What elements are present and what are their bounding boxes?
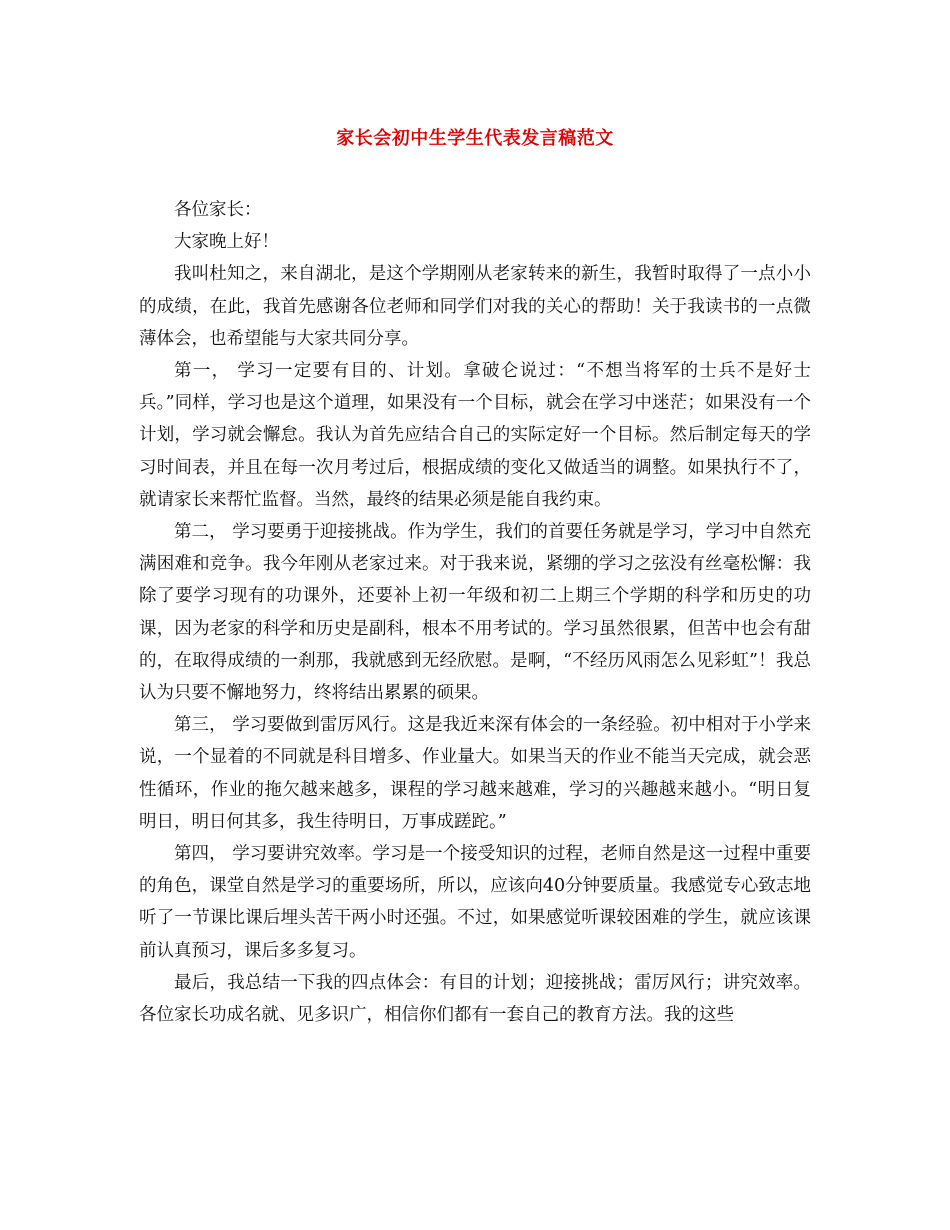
intro-paragraph: 我叫杜知之，来自湖北，是这个学期刚从老家转来的新生，我暂时取得了一点小小的成绩，在此，我首先感谢各位老师和同学们对我的关心的帮助！关于我读书的一点微薄体会，也希望能与大家共同分享。 [139,264,811,349]
document-body [139,194,811,1031]
point-three-paragraph: 第三， 学习要做到雷厉风行。这是我近来深有体会的一条经验。初中相对于小学来说，一个显着的不同就是科目增多、作业量大。如果当天的作业不能当天完成，就会恶性循环，作业的拖欠越来越多，课程的学习越来越难，学习的兴趣越来越小。“明日复明日，明日何其多，我生待明日，万事成蹉跎。” [139,715,811,832]
point-one-paragraph: 第一， 学习一定要有目的、计划。拿破仑说过：“不想当将军的士兵不是好士兵。”同样，学习也是这个道理，如果没有一个目标，就会在学习中迷茫；如果没有一个计划，学习就会懈怠。我认为首先应结合自己的实际定好一个目标。然后制定每天的学习时间表，并且在每一次月考过后，根据成绩的变化又做适当的调整。如果执行不了，就请家长来帮忙监督。当然，最终的结果必须是能自我约束。 [139,361,811,510]
conclusion-paragraph: 最后，我总结一下我的四点体会：有目的计划；迎接挑战；雷厉风行；讲究效率。各位家长功成名就、见多识广，相信你们都有一套自己的教育方法。我的这些 [139,972,811,1026]
greeting-paragraph: 大家晚上好！ [174,232,279,253]
point-two-paragraph: 第二， 学习要勇于迎接挑战。作为学生，我们的首要任务就是学习，学习中自然充满困难和竞争。我今年刚从老家过来。对于我来说，紧绷的学习之弦没有丝毫松懈：我除了要学习现有的功课外，还要补上初一年级和初二上期三个学期的科学和历史的功课，因为老家的科学和历史是副科，根本不用考试的。学习虽然很累，但苦中也会有甜的，在取得成绩的一刹那，我就感到无经欣慰。是啊，“不经历风雨怎么见彩虹”！我总认为只要不懈地努力，终将结出累累的硕果。 [139,522,811,704]
salutation-paragraph: 各位家长： [174,200,262,220]
document-title: 家长会初中生学生代表发言稿范文 [336,128,614,149]
point-four-paragraph: 第四， 学习要讲究效率。学习是一个接受知识的过程，老师自然是这一过程中重要的角色，课堂自然是学习的重要场所，所以，应该向40分钟要质量。我感觉专心致志地听了一节课比课后埋头苦干两小时还强。不过，如果感觉听课较困难的学生，就应该课前认真预习，课后多多复习。 [139,844,811,961]
